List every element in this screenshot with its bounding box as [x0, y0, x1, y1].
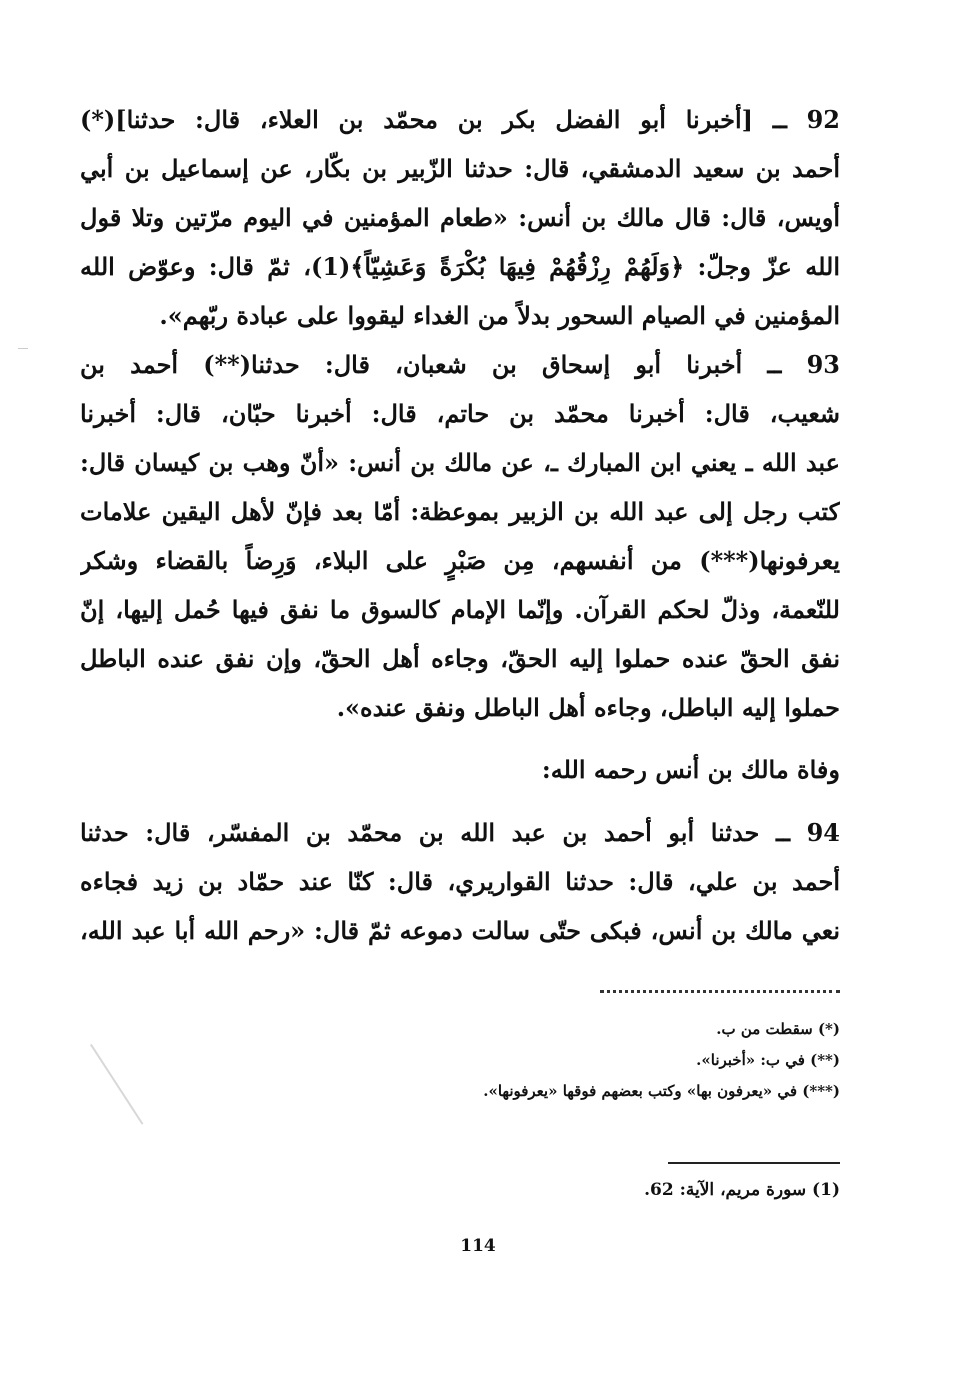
text-line: يعرفونها(***) من أنفسهم، مِن صَبْرٍ على البلاء، وَرِضاً بالقضاء وشكر — [80, 546, 840, 575]
text-line: أحمد بن علي، قال: حدثنا القواريري، قال: كنّا عند حمّاد بن زيد فجاءه — [80, 867, 840, 896]
text-line: أحمد بن سعيد الدمشقي، قال: حدثنا الزّبير بن بكّار، عن إسماعيل بن أبي — [80, 154, 840, 183]
scan-mark — [18, 348, 28, 349]
footnote: (1) سورة مريم، الآية: 62. — [644, 1180, 840, 1200]
dotted-separator — [600, 986, 840, 993]
editor-note: (**) في ب: «أخبرنا». — [696, 1051, 840, 1069]
text-line: شعيب، قال: أخبرنا محمّد بن حاتم، قال: أخبرنا حبّان، قال: أخبرنا — [80, 399, 840, 428]
editor-note: (*) سقطت من ب. — [716, 1020, 840, 1038]
text-line: نفق الحقّ عنده حملوا إليه الحقّ، وجاءه أهل الحقّ، وإن نفق عنده الباطل — [80, 644, 840, 673]
editor-note: (***) في «يعرفون بها» وكتب بعضهم فوقها «يعرفونها». — [483, 1082, 840, 1100]
text-line: أويس، قال: قال مالك بن أنس: «طعام المؤمنين في اليوم مرّتين وتلا قول — [80, 203, 840, 232]
text-line: نعي مالك بن أنس، فبكى حتّى سالت دموعه ثمّ قال: «رحم الله أبا عبد الله، — [80, 916, 840, 945]
footnote-rule — [668, 1162, 840, 1164]
paragraph-94 — [80, 808, 840, 955]
page-number: 114 — [460, 1236, 496, 1256]
section-heading: وفاة مالك بن أنس رحمه الله: — [541, 755, 840, 784]
scan-mark — [90, 1044, 143, 1125]
text-line: الله عزّ وجلّ: ﴿وَلَهُمْ رِزْقُهُمْ فِيهَا بُكْرَةً وَعَشِيّاً﴾(1)، ثمّ قال: وعوّض الله — [80, 252, 840, 281]
text-line: حملوا إليه الباطل، وجاءه أهل الباطل ونفق عنده». — [336, 693, 840, 722]
paragraph-92 — [80, 95, 840, 340]
text-line: المؤمنين في الصيام السحور بدلاً من الغداء ليقووا على عبادة ربّهم». — [159, 301, 840, 330]
text-line: كتب رجل إلى عبد الله بن الزبير بموعظة: أمّا بعد فإنّ لأهل اليقين علامات — [80, 497, 840, 526]
paragraph-93 — [80, 340, 840, 732]
text-line: عبد الله ـ يعني ابن المبارك ـ، عن مالك بن أنس: «أنّ وهب بن كيسان قال: — [80, 448, 840, 477]
text-line: 92 ــ [أخبرنا أبو الفضل بكر بن محمّد بن العلاء، قال: حدثنا](*) — [80, 105, 840, 134]
text-line: 93 ــ أخبرنا أبو إسحاق بن شعبان، قال: حدثنا(**) أحمد بن — [80, 350, 840, 379]
text-line: 94 ــ حدثنا أبو أحمد بن عبد الله بن محمّد بن المفسّر، قال: حدثنا — [80, 818, 840, 847]
text-line: للنّعمة، وذلّ لحكم القرآن. وإنّما الإمام كالسوق ما نفق فيها حُمل إليها، إنّ — [80, 595, 840, 624]
